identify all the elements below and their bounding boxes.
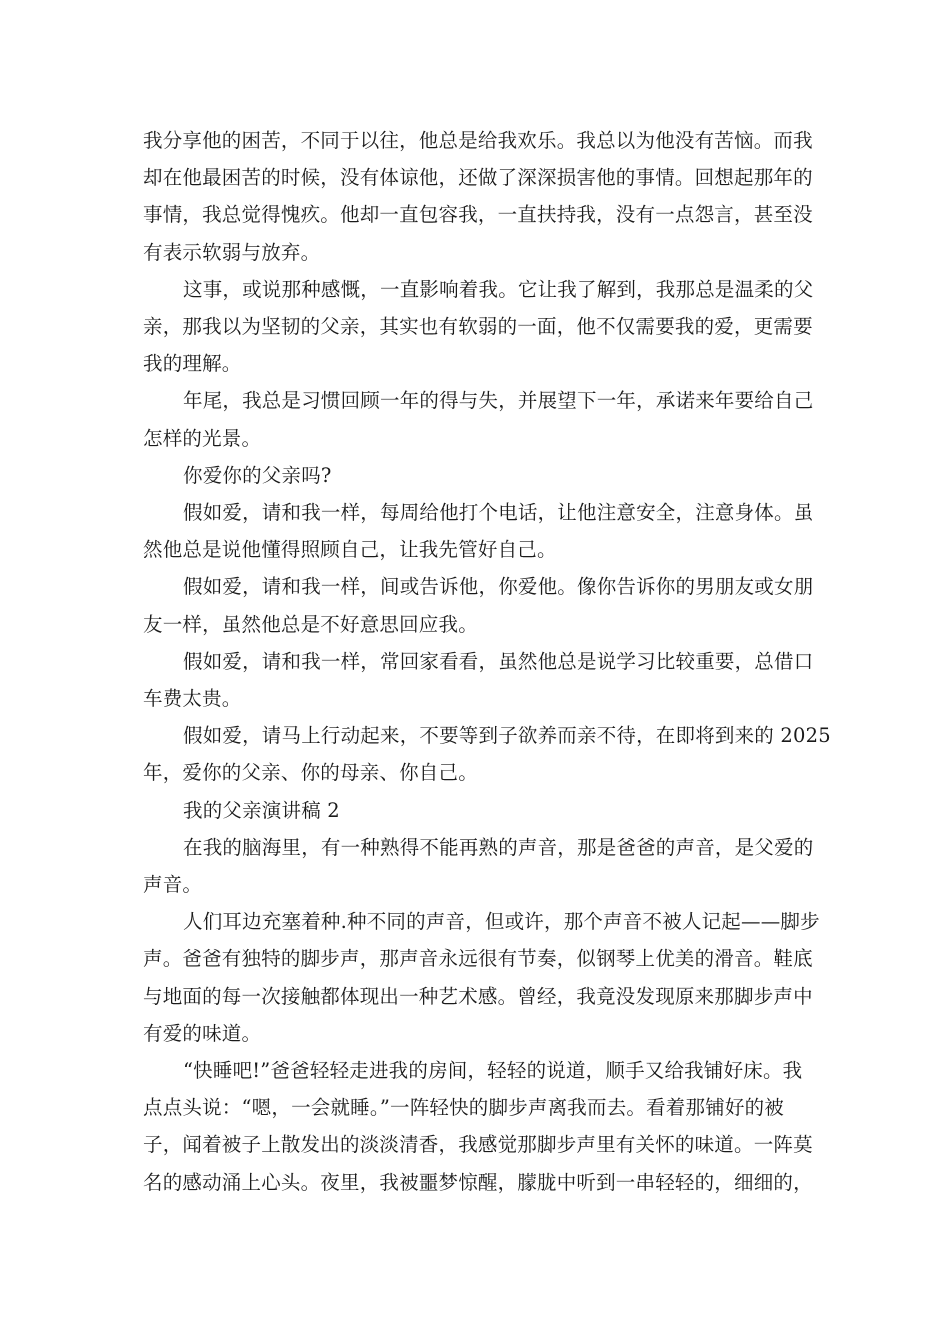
paragraph [143, 643, 814, 717]
document-body [143, 122, 831, 1201]
paragraph-line: 友一样，虽然他总是不好意思回应我。 [143, 612, 478, 636]
paragraph [143, 829, 814, 903]
paragraph-line: 点点头说：“嗯，一会就睡。”一阵轻快的脚步声离我而去。看着那铺好的被 [143, 1096, 784, 1120]
paragraph-line: 却在他最困苦的时候，没有体谅他，还做了深深损害他的事情。回想起那年的 [143, 166, 813, 190]
paragraph-line: 事情，我总觉得愧疚。他却一直包容我，一直扶持我，没有一点怨言，甚至没 [143, 203, 813, 227]
paragraph [143, 382, 814, 456]
paragraph-line: 假如爱，请马上行动起来，不要等到子欲养而亲不待，在即将到来的 2025 [183, 724, 831, 748]
paragraph-line: 声音。 [143, 873, 203, 897]
paragraph [143, 494, 814, 568]
paragraph-line: 与地面的每一次接触都体现出一种艺术感。曾经，我竟没发现原来那脚步声中 [143, 984, 813, 1008]
paragraph [143, 717, 831, 791]
paragraph-line: 我的理解。 [143, 352, 242, 376]
paragraph-line: 在我的脑海里，有一种熟得不能再熟的声音，那是爸爸的声音，是父爱的 [183, 835, 814, 859]
paragraph-line: “快睡吧!”爸爸轻轻走进我的房间，轻轻的说道，顺手又给我铺好床。我 [183, 1059, 803, 1083]
paragraph [143, 457, 808, 494]
paragraph-line: 人们耳边充塞着种.种不同的声音，但或许，那个声音不被人记起——脚步 [183, 910, 820, 934]
paragraph-line: 假如爱，请和我一样，每周给他打个电话，让他注意安全，注意身体。虽 [183, 501, 814, 525]
paragraph [143, 568, 814, 642]
paragraph-line: 我的父亲演讲稿 2 [183, 798, 340, 822]
paragraph [143, 903, 820, 1052]
paragraph-line: 车费太贵。 [143, 687, 242, 711]
paragraph [143, 271, 814, 383]
paragraph-line: 亲，那我以为坚韧的父亲，其实也有软弱的一面，他不仅需要我的爱，更需要 [143, 315, 813, 339]
paragraph-line: 假如爱，请和我一样，常回家看看，虽然他总是说学习比较重要，总借口 [183, 649, 814, 673]
paragraph-line: 这事，或说那种感慨，一直影响着我。它让我了解到，我那总是温柔的父 [183, 277, 814, 301]
paragraph-line: 声。爸爸有独特的脚步声，那声音永远很有节奏，似钢琴上优美的滑音。鞋底 [143, 947, 813, 971]
paragraph-line: 有表示软弱与放弃。 [143, 240, 321, 264]
paragraph [143, 122, 813, 271]
paragraph-line: 年，爱你的父亲、你的母亲、你自己。 [143, 761, 478, 785]
paragraph-line: 你爱你的父亲吗? [183, 463, 332, 487]
paragraph-line: 然他总是说他懂得照顾自己，让我先管好自己。 [143, 538, 557, 562]
paragraph [143, 1052, 813, 1201]
paragraph-line: 有爱的味道。 [143, 1021, 262, 1045]
paragraph [143, 792, 808, 829]
paragraph-line: 年尾，我总是习惯回顾一年的得与失，并展望下一年，承诺来年要给自己 [183, 389, 814, 413]
paragraph-line: 假如爱，请和我一样，间或告诉他，你爱他。像你告诉你的男朋友或女朋 [183, 575, 814, 599]
paragraph-line: 子，闻着被子上散发出的淡淡清香，我感觉那脚步声里有关怀的味道。一阵莫 [143, 1133, 813, 1157]
paragraph-line: 名的感动涌上心头。夜里，我被噩梦惊醒，朦胧中听到一串轻轻的，细细的， [143, 1170, 813, 1194]
paragraph-line: 怎样的光景。 [143, 426, 262, 450]
paragraph-line: 我分享他的困苦，不同于以往，他总是给我欢乐。我总以为他没有苦恼。而我 [143, 129, 813, 152]
